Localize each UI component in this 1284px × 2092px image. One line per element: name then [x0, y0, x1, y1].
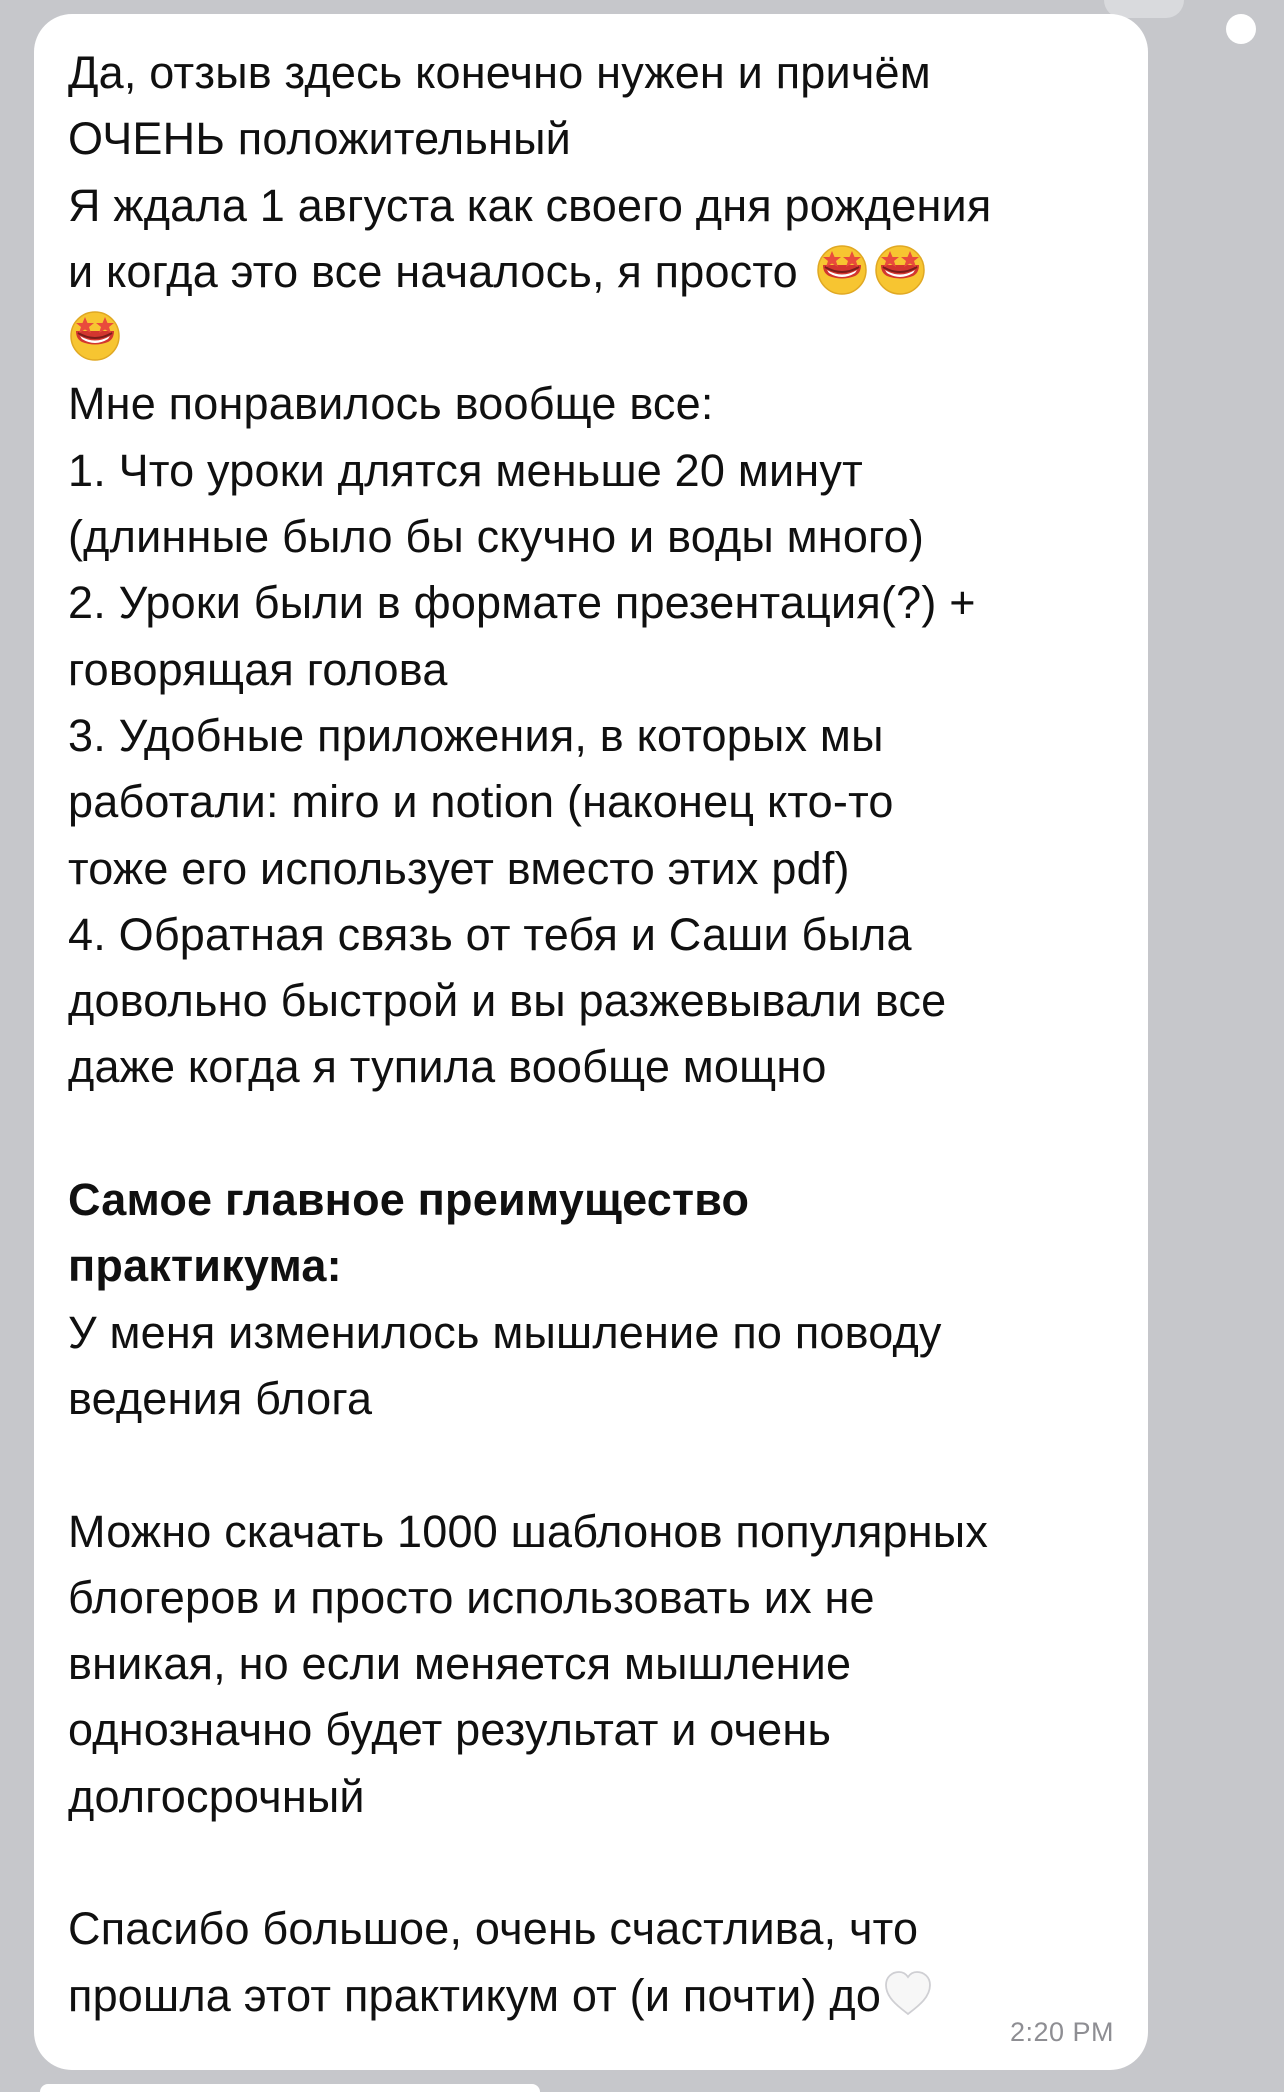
message-line: вникая, но если меняется мышление: [68, 1638, 852, 1690]
message-line: 4. Обратная связь от тебя и Саши была: [68, 908, 912, 960]
message-line: блогеров и просто использовать их не: [68, 1571, 875, 1623]
white-heart-emoji-icon: [881, 1967, 935, 2021]
message-text: [68, 40, 1112, 2029]
message-line: работали: miro и notion (наконец кто-то: [68, 776, 894, 828]
message-line: 3. Удобные приложения, в которых мы: [68, 709, 884, 761]
message-line: тоже его использует вместо этих pdf): [68, 842, 850, 894]
star-struck-emoji-icon: [815, 243, 869, 297]
blank-line: [68, 1830, 1112, 1896]
message-line: ОЧЕНЬ положительный: [68, 113, 571, 165]
message-line-bold: Самое главное преимущество: [68, 1174, 750, 1226]
message-line-bold: практикума:: [68, 1240, 342, 1292]
message-timestamp: 2:20 PM: [1009, 2017, 1114, 2047]
message-line: Да, отзыв здесь конечно нужен и причём: [68, 47, 931, 98]
emoji-group: [811, 239, 927, 305]
scroll-indicator: [1226, 14, 1256, 44]
message-line: 2. Уроки были в формате презентация(?) +: [68, 577, 976, 629]
message-line: однозначно будет результат и очень: [68, 1704, 832, 1756]
blank-line: [68, 1101, 1112, 1167]
blank-line: [68, 1432, 1112, 1498]
message-line-with-emoji: [68, 1963, 1112, 2029]
next-bubble-edge: [40, 2084, 540, 2092]
message-line: даже когда я тупила вообще мощно: [68, 1041, 827, 1093]
message-line: говорящая голова: [68, 643, 448, 695]
message-line: Я ждала 1 августа как своего дня рождения: [68, 179, 992, 231]
star-struck-emoji-icon: [873, 243, 927, 297]
message-line: У меня изменилось мышление по поводу: [68, 1306, 942, 1358]
message-line: 1. Что уроки длятся меньше 20 минут: [68, 444, 863, 496]
message-line: Можно скачать 1000 шаблонов популярных: [68, 1505, 989, 1557]
message-line: довольно быстрой и вы разжевывали все: [68, 975, 947, 1027]
emoji-line: [68, 305, 1112, 371]
message-line: Спасибо большое, очень счастлива, что: [68, 1903, 919, 1955]
message-line: (длинные было бы скучно и воды много): [68, 511, 925, 563]
message-line: Мне понравилось вообще все:: [68, 378, 714, 430]
message-line-text: и когда это все началось, я просто: [68, 245, 798, 297]
message-bubble[interactable]: [34, 14, 1148, 2070]
star-struck-emoji-icon: [68, 309, 122, 363]
message-line: ведения блога: [68, 1372, 373, 1424]
message-line-with-emoji: [68, 239, 1112, 305]
message-line: долгосрочный: [68, 1770, 365, 1822]
message-line-text: прошла этот практикум от (и почти) до: [68, 1969, 882, 2021]
